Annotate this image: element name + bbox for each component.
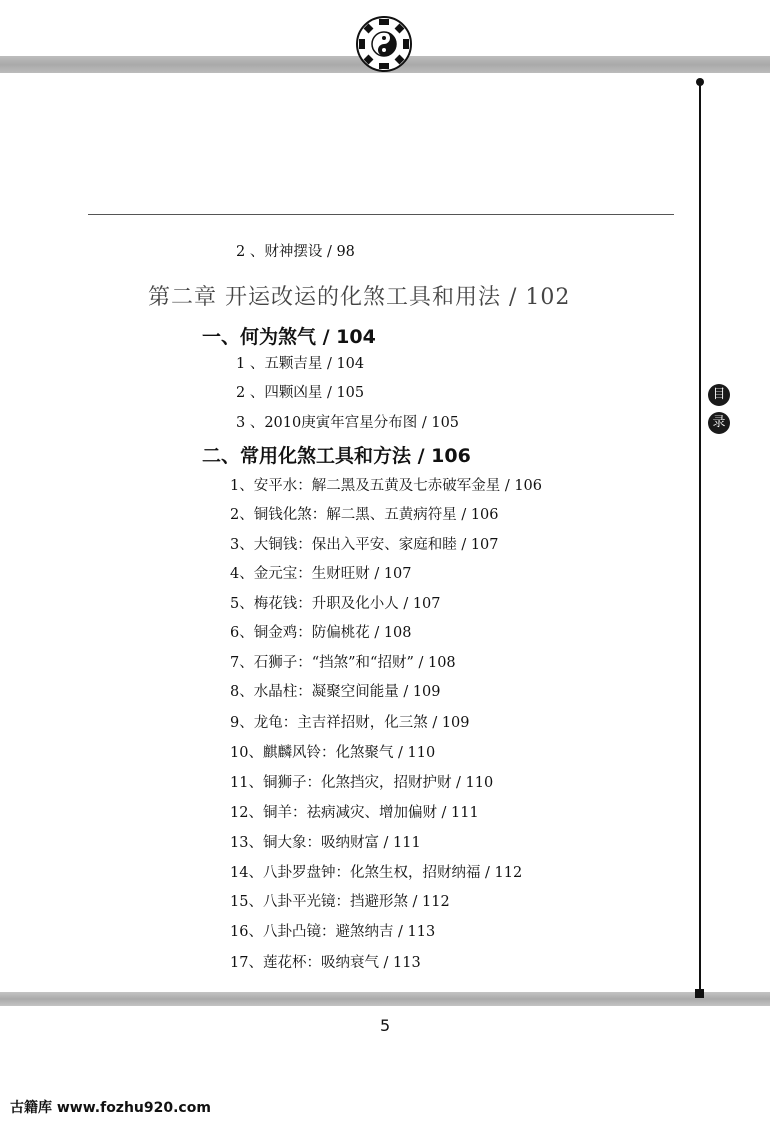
rule-square-bottom — [695, 989, 704, 998]
page-number: 5 — [380, 1016, 391, 1035]
toc-entry: 12、铜羊：祛病减灾、增加偏财 / 111 — [230, 805, 479, 821]
toc-entry: 2 、四颗凶星 / 105 — [236, 385, 365, 401]
toc-entry: 15、八卦平光镜：挡避形煞 / 112 — [230, 894, 450, 910]
section-title-1: 一、何为煞气 / 104 — [202, 326, 376, 348]
toc-entry: 4、金元宝：生财旺财 / 107 — [230, 566, 412, 582]
toc-entry: 1 、五颗吉星 / 104 — [236, 356, 365, 372]
toc-entry: 9、龙龟：主吉祥招财，化三煞 / 109 — [230, 715, 470, 731]
toc-entry: 11、铜狮子：化煞挡灾，招财护财 / 110 — [230, 775, 494, 791]
toc-entry: 7、石狮子：“挡煞”和“招财” / 108 — [230, 655, 456, 671]
chapter-title: 第二章 开运改运的化煞工具和用法 / 102 — [148, 285, 571, 310]
toc-entry-prev: 2 、财神摆设 / 98 — [236, 244, 355, 260]
toc-entry: 8、水晶柱：凝聚空间能量 / 109 — [230, 684, 441, 700]
toc-entry: 5、梅花钱：升职及化小人 / 107 — [230, 596, 441, 612]
toc-entry: 3、大铜钱：保出入平安、家庭和睦 / 107 — [230, 537, 499, 553]
toc-entry: 14、八卦罗盘钟：化煞生权，招财纳福 / 112 — [230, 865, 523, 881]
toc-entry: 10、麒麟风铃：化煞聚气 / 110 — [230, 745, 436, 761]
side-tab-mu: 目 — [708, 384, 730, 406]
bagua-taiji-icon — [354, 14, 414, 74]
site-watermark[interactable]: 古籍库 www.fozhu920.com — [10, 1100, 211, 1116]
toc-entry: 1、安平水：解二黑及五黄及七赤破军金星 / 106 — [230, 478, 543, 494]
vertical-rule — [699, 82, 701, 994]
toc-entry: 17、莲花杯：吸纳衰气 / 113 — [230, 955, 421, 971]
toc-entry: 3 、2010庚寅年宫星分布图 / 105 — [236, 415, 460, 431]
toc-entry: 13、铜大象：吸纳财富 / 111 — [230, 835, 421, 851]
toc-entry: 16、八卦凸镜：避煞纳吉 / 113 — [230, 924, 436, 940]
side-tab-lu: 录 — [708, 412, 730, 434]
toc-entry: 2、铜钱化煞：解二黑、五黄病符星 / 106 — [230, 507, 499, 523]
toc-entry: 6、铜金鸡：防偏桃花 / 108 — [230, 625, 412, 641]
footer-band — [0, 992, 770, 1006]
horizontal-rule — [88, 214, 674, 215]
section-title-2: 二、常用化煞工具和方法 / 106 — [202, 445, 471, 467]
